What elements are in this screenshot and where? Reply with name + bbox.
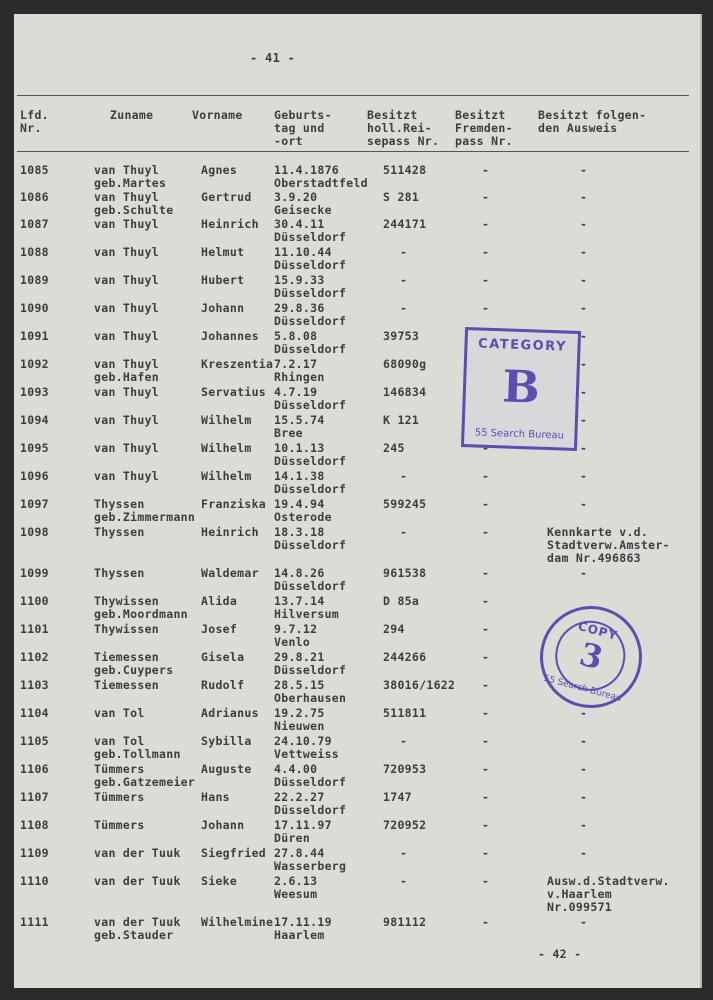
cell-fremden: - [482, 650, 490, 664]
cell-zuname: van Thuyl [94, 469, 160, 483]
cell-nr: 1110 [20, 874, 49, 888]
cell-fremden: - [482, 762, 490, 776]
cell-zuname: Thyssen [94, 566, 145, 580]
page-number-bottom: - 42 - [538, 947, 582, 961]
cell-nr: 1093 [20, 385, 49, 399]
cell-holl: - [400, 525, 408, 539]
cell-vorname: Wilhelm [201, 413, 252, 427]
cell-nr: 1107 [20, 790, 49, 804]
cell-zuname: van Thuyl [94, 301, 160, 315]
category-stamp-sub: 55 Search Bureau [474, 427, 565, 442]
cell-fremden: - [482, 525, 490, 539]
cell-zuname: van Tol geb.Tollmann [94, 734, 181, 761]
cell-holl: 720953 [383, 762, 427, 776]
header-top-rule [17, 95, 689, 96]
cell-ausweis: - [580, 915, 588, 929]
cell-ausweis: - [580, 497, 588, 511]
cell-zuname: van Thuyl [94, 273, 160, 287]
cell-geburt: 10.1.13 Düsseldorf [274, 441, 347, 468]
cell-vorname: Heinrich [201, 217, 259, 231]
cell-ausweis: - [580, 301, 588, 315]
cell-vorname: Sieke [201, 874, 238, 888]
cell-nr: 1096 [20, 469, 49, 483]
cell-holl: 146834 [383, 385, 427, 399]
cell-geburt: 11.4.1876 Oberstadtfeld [274, 163, 368, 190]
cell-holl: 720952 [383, 818, 427, 832]
cell-geburt: 19.4.94 Osterode [274, 497, 332, 524]
cell-zuname: van der Tuuk [94, 874, 181, 888]
cell-ausweis: Kennkarte v.d. Stadtverw.Amster- dam Nr.496863 [547, 525, 670, 565]
cell-geburt: 14.8.26 Düsseldorf [274, 566, 347, 593]
cell-zuname: Tiemessen geb.Cuypers [94, 650, 174, 677]
cell-nr: 1095 [20, 441, 49, 455]
cell-fremden: - [482, 818, 490, 832]
cell-vorname: Josef [201, 622, 238, 636]
cell-geburt: 15.9.33 Düsseldorf [274, 273, 347, 300]
cell-geburt: 3.9.20 Geisecke [274, 190, 332, 217]
cell-geburt: 7.2.17 Rhingen [274, 357, 325, 384]
page-number-top: - 41 - [250, 51, 296, 65]
cell-ausweis: - [580, 706, 588, 720]
cell-nr: 1104 [20, 706, 49, 720]
cell-zuname: Tümmers geb.Gatzemeier [94, 762, 196, 789]
cell-ausweis: - [580, 357, 588, 371]
cell-fremden: - [482, 469, 490, 483]
cell-holl: D 85a [383, 594, 420, 608]
cell-fremden: - [482, 790, 490, 804]
cell-ausweis: - [580, 762, 588, 776]
cell-fremden: - [482, 594, 490, 608]
cell-holl: 38016/1622 [383, 678, 456, 692]
cell-holl: - [400, 245, 408, 259]
copy-stamp-sub: 55 Search Bureau [542, 673, 623, 705]
cell-geburt: 22.2.27 Düsseldorf [274, 790, 347, 817]
cell-holl: 961538 [383, 566, 427, 580]
cell-geburt: 15.5.74 Bree [274, 413, 325, 440]
cell-holl: - [400, 273, 408, 287]
cell-holl: 39753 [383, 329, 420, 343]
header-vorname: Vorname [192, 108, 243, 122]
cell-fremden: - [482, 301, 490, 315]
cell-geburt: 4.7.19 Düsseldorf [274, 385, 347, 412]
cell-fremden: - [482, 915, 490, 929]
cell-fremden: - [482, 163, 490, 177]
copy-stamp-number: 3 [575, 634, 607, 678]
cell-zuname: van Thuyl geb.Hafen [94, 357, 160, 384]
cell-nr: 1094 [20, 413, 49, 427]
cell-nr: 1089 [20, 273, 49, 287]
cell-fremden: - [482, 874, 490, 888]
cell-zuname: van der Tuuk geb.Stauder [94, 915, 181, 942]
cell-nr: 1090 [20, 301, 49, 315]
cell-holl: 245 [383, 441, 405, 455]
cell-nr: 1086 [20, 190, 49, 204]
cell-ausweis: - [580, 846, 588, 860]
cell-ausweis: - [580, 163, 588, 177]
cell-nr: 1108 [20, 818, 49, 832]
cell-ausweis: - [580, 734, 588, 748]
cell-nr: 1106 [20, 762, 49, 776]
cell-nr: 1099 [20, 566, 49, 580]
cell-geburt: 17.11.97 Düren [274, 818, 332, 845]
cell-vorname: Heinrich [201, 525, 259, 539]
cell-geburt: 19.2.75 Nieuwen [274, 706, 325, 733]
cell-holl: K 121 [383, 413, 420, 427]
cell-holl: 981112 [383, 915, 427, 929]
cell-vorname: Gisela [201, 650, 245, 664]
cell-vorname: Alida [201, 594, 238, 608]
cell-nr: 1088 [20, 245, 49, 259]
header-holl: Besitzt holl.Rei- sepass Nr. [367, 108, 440, 148]
cell-zuname: van Thuyl [94, 441, 160, 455]
category-stamp [461, 327, 581, 451]
cell-geburt: 17.11.19 Haarlem [274, 915, 332, 942]
cell-holl: 511428 [383, 163, 427, 177]
cell-vorname: Agnes [201, 163, 238, 177]
header-lfd: Lfd. Nr. [20, 108, 49, 135]
cell-ausweis: Ausw.d.Stadtverw. v.Haarlem Nr.099571 [547, 874, 670, 914]
cell-holl: 294 [383, 622, 405, 636]
cell-vorname: Johann [201, 818, 245, 832]
cell-vorname: Siegfried [201, 846, 267, 860]
cell-zuname: van Thuyl [94, 217, 160, 231]
cell-holl: 244266 [383, 650, 427, 664]
cell-fremden: - [482, 245, 490, 259]
cell-nr: 1087 [20, 217, 49, 231]
cell-fremden: - [482, 846, 490, 860]
cell-vorname: Servatius [201, 385, 267, 399]
cell-ausweis: - [580, 566, 588, 580]
header-fremden: Besitzt Fremden- pass Nr. [455, 108, 513, 148]
cell-ausweis: - [580, 818, 588, 832]
copy-stamp-title: COPY [576, 618, 620, 643]
cell-vorname: Hans [201, 790, 230, 804]
cell-ausweis: - [580, 385, 588, 399]
cell-geburt: 14.1.38 Düsseldorf [274, 469, 347, 496]
cell-holl: - [400, 846, 408, 860]
cell-geburt: 30.4.11 Düsseldorf [274, 217, 347, 244]
cell-fremden: - [482, 734, 490, 748]
cell-geburt: 9.7.12 Venlo [274, 622, 318, 649]
cell-zuname: Tümmers [94, 790, 145, 804]
cell-zuname: van Thuyl [94, 385, 160, 399]
header-geburt: Geburts- tag und -ort [274, 108, 332, 148]
cell-vorname: Helmut [201, 245, 245, 259]
cell-fremden: - [482, 566, 490, 580]
cell-fremden: - [482, 190, 490, 204]
cell-zuname: Thywissen geb.Moordmann [94, 594, 188, 621]
cell-vorname: Adrianus [201, 706, 259, 720]
cell-fremden: - [482, 273, 490, 287]
header-bottom-rule [17, 151, 689, 152]
cell-holl: - [400, 734, 408, 748]
cell-zuname: van Thuyl geb.Martes [94, 163, 167, 190]
cell-holl: 1747 [383, 790, 412, 804]
cell-geburt: 24.10.79 Vettweiss [274, 734, 340, 761]
cell-ausweis: - [580, 190, 588, 204]
cell-nr: 1111 [20, 915, 49, 929]
cell-geburt: 27.8.44 Wasserberg [274, 846, 347, 873]
cell-nr: 1091 [20, 329, 49, 343]
cell-holl: - [400, 301, 408, 315]
copy-stamp [529, 595, 654, 720]
cell-ausweis: - [580, 217, 588, 231]
cell-geburt: 13.7.14 Hilversum [274, 594, 340, 621]
cell-holl: 244171 [383, 217, 427, 231]
cell-zuname: Tümmers [94, 818, 145, 832]
cell-vorname: Gertrud [201, 190, 252, 204]
cell-vorname: Wilhelm [201, 441, 252, 455]
cell-ausweis: - [580, 329, 588, 343]
cell-nr: 1103 [20, 678, 49, 692]
cell-nr: 1098 [20, 525, 49, 539]
cell-ausweis: - [580, 413, 588, 427]
cell-geburt: 2.6.13 Weesum [274, 874, 318, 901]
cell-fremden: - [482, 497, 490, 511]
header-ausweis: Besitzt folgen- den Ausweis [538, 108, 647, 135]
cell-zuname: van der Tuuk [94, 846, 181, 860]
cell-holl: - [400, 874, 408, 888]
cell-vorname: Johannes [201, 329, 259, 343]
cell-nr: 1092 [20, 357, 49, 371]
document-page [14, 14, 702, 988]
cell-ausweis: - [580, 245, 588, 259]
cell-ausweis: - [580, 469, 588, 483]
cell-zuname: Thyssen [94, 525, 145, 539]
cell-zuname: van Thuyl [94, 329, 160, 343]
cell-fremden: - [482, 217, 490, 231]
cell-zuname: van Thuyl geb.Schulte [94, 190, 174, 217]
cell-vorname: Waldemar [201, 566, 259, 580]
cell-ausweis: - [580, 273, 588, 287]
cell-vorname: Kreszentia [201, 357, 274, 371]
cell-vorname: Hubert [201, 273, 245, 287]
cell-vorname: Wilhelmine [201, 915, 274, 929]
cell-fremden: - [482, 622, 490, 636]
cell-vorname: Franziska [201, 497, 267, 511]
cell-holl: - [400, 469, 408, 483]
cell-nr: 1105 [20, 734, 49, 748]
cell-zuname: van Thuyl [94, 245, 160, 259]
cell-ausweis: - [580, 790, 588, 804]
cell-ausweis: - [580, 441, 588, 455]
cell-geburt: 5.8.08 Düsseldorf [274, 329, 347, 356]
cell-geburt: 29.8.21 Düsseldorf [274, 650, 347, 677]
cell-geburt: 18.3.18 Düsseldorf [274, 525, 347, 552]
cell-geburt: 28.5.15 Oberhausen [274, 678, 347, 705]
cell-nr: 1085 [20, 163, 49, 177]
cell-zuname: van Tol [94, 706, 145, 720]
cell-vorname: Johann [201, 301, 245, 315]
cell-zuname: Tiemessen [94, 678, 160, 692]
cell-fremden: - [482, 441, 490, 455]
cell-geburt: 29.8.36 Düsseldorf [274, 301, 347, 328]
cell-holl: 599245 [383, 497, 427, 511]
cell-vorname: Wilhelm [201, 469, 252, 483]
cell-holl: 511811 [383, 706, 427, 720]
cell-nr: 1097 [20, 497, 49, 511]
category-stamp-title: CATEGORY [477, 336, 568, 355]
cell-holl: S 281 [383, 190, 420, 204]
cell-zuname: Thyssen geb.Zimmermann [94, 497, 196, 524]
cell-vorname: Auguste [201, 762, 252, 776]
cell-geburt: 11.10.44 Düsseldorf [274, 245, 347, 272]
cell-zuname: Thywissen [94, 622, 160, 636]
cell-nr: 1109 [20, 846, 49, 860]
cell-nr: 1100 [20, 594, 49, 608]
header-zuname: Zuname [110, 108, 154, 122]
cell-vorname: Rudolf [201, 678, 245, 692]
cell-holl: 68090g [383, 357, 427, 371]
cell-vorname: Sybilla [201, 734, 252, 748]
cell-nr: 1102 [20, 650, 49, 664]
category-stamp-letter: B [501, 361, 541, 414]
cell-zuname: van Thuyl [94, 413, 160, 427]
cell-geburt: 4.4.00 Düsseldorf [274, 762, 347, 789]
cell-nr: 1101 [20, 622, 49, 636]
cell-fremden: - [482, 706, 490, 720]
cell-fremden: - [482, 678, 490, 692]
